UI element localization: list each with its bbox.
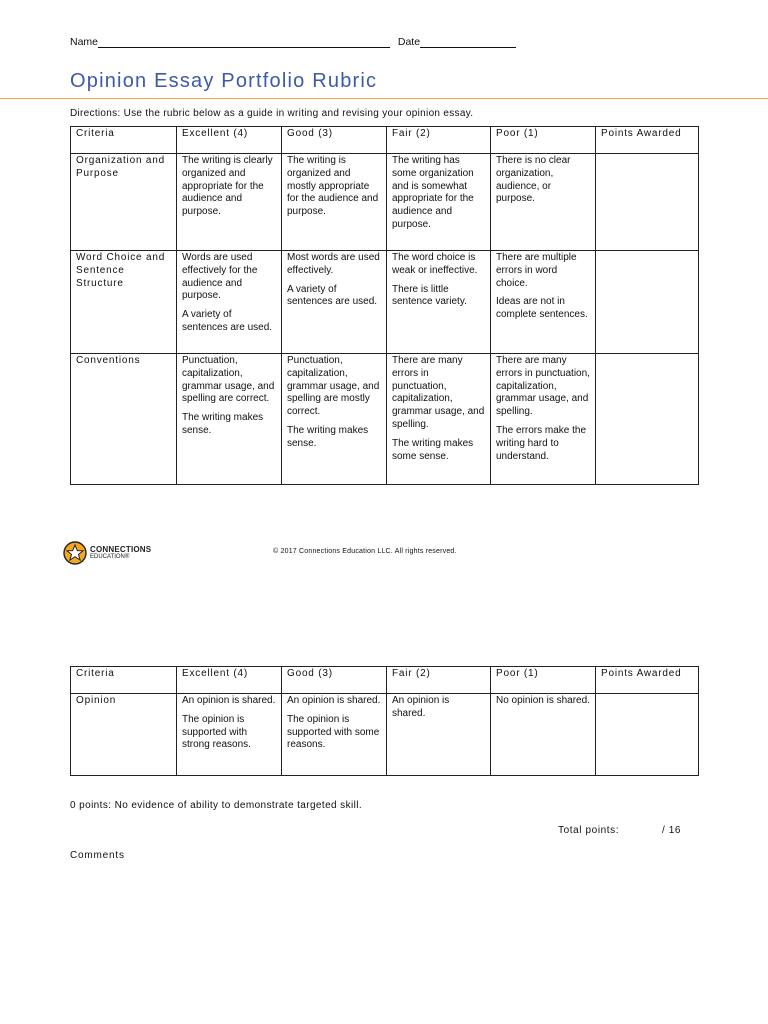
rubric-row-organization [71, 154, 699, 251]
descriptor: An opinion is shared. [287, 695, 381, 706]
descriptor: The opinion is supported with some reasons. [287, 713, 380, 751]
descriptor: There are multiple errors in word choice. [496, 252, 577, 289]
total-points-label: Total points: [558, 825, 620, 836]
descriptor: A variety of sentences are used. [287, 283, 378, 308]
copyright-text: © 2017 Connections Education LLC. All rights reserved. [273, 548, 457, 555]
criteria-cell: Organization and Purpose [71, 154, 177, 251]
rubric-row-conventions [71, 354, 699, 485]
column-header-points: Points Awarded [596, 127, 699, 154]
criteria-cell: Conventions [71, 354, 177, 485]
zero-points-note: 0 points: No evidence of ability to demonstrate targeted skill. [70, 800, 363, 811]
descriptor: An opinion is shared. [392, 695, 450, 719]
descriptor: The writing makes some sense. [392, 437, 474, 462]
poor-cell [491, 354, 596, 485]
column-header-poor: Poor (1) [491, 127, 596, 154]
fair-cell [387, 154, 491, 251]
good-cell [282, 354, 387, 485]
descriptor: An opinion is shared. [182, 695, 276, 706]
descriptor: There is no clear organization, audience, or purpose. [496, 155, 571, 205]
good-cell [282, 694, 387, 776]
poor-cell [491, 251, 596, 354]
comments-label: Comments [70, 850, 125, 861]
date-label: Date [397, 36, 421, 48]
date-field[interactable] [420, 36, 516, 48]
descriptor: Ideas are not in complete sentences. [496, 296, 588, 321]
excellent-cell [177, 251, 282, 354]
column-header-fair: Fair (2) [387, 667, 491, 694]
descriptor: There are many errors in punctuation, capitalization, grammar usage, and spelling. [496, 355, 590, 418]
poor-cell [491, 694, 596, 776]
title-divider [0, 98, 768, 99]
logo-text-line1: CONNECTIONS [90, 545, 152, 554]
column-header-criteria: Criteria [71, 127, 177, 154]
logo-star-icon [62, 540, 88, 568]
column-header-poor: Poor (1) [491, 667, 596, 694]
descriptor: The writing makes sense. [182, 412, 264, 436]
descriptor: The word choice is weak or ineffective. [392, 252, 478, 276]
excellent-cell [177, 354, 282, 485]
rubric-header-row [71, 127, 699, 154]
points-awarded-cell[interactable] [596, 154, 699, 251]
descriptor: Words are used effectively for the audience and purpose. [182, 252, 258, 302]
descriptor: Punctuation, capitalization, grammar usage, and spelling are correct. [182, 355, 275, 405]
descriptor: No opinion is shared. [496, 695, 590, 706]
name-date-line [70, 36, 516, 48]
directions-text: Directions: Use the rubric below as a guide in writing and revising your opinion essay. [70, 108, 474, 119]
criteria-cell: Word Choice and Sentence Structure [71, 251, 177, 354]
descriptor: There is little sentence variety. [392, 283, 467, 308]
excellent-cell [177, 154, 282, 251]
rubric-header-row [71, 667, 699, 694]
rubric-row-opinion [71, 694, 699, 776]
fair-cell [387, 354, 491, 485]
descriptor: Most words are used effectively. [287, 252, 380, 276]
descriptor: The writing makes sense. [287, 424, 369, 449]
criteria-cell: Opinion [71, 694, 177, 776]
total-points-value[interactable]: / 16 [662, 825, 682, 836]
name-field[interactable] [98, 36, 390, 48]
points-awarded-cell[interactable] [596, 251, 699, 354]
column-header-good: Good (3) [282, 667, 387, 694]
rubric-table-2 [70, 666, 699, 776]
column-header-criteria: Criteria [71, 667, 177, 694]
descriptor: A variety of sentences are used. [182, 309, 273, 333]
poor-cell [491, 154, 596, 251]
good-cell [282, 251, 387, 354]
descriptor: There are many errors in punctuation, capitalization, grammar usage, and spelling. [392, 355, 485, 430]
logo-text-line2: EDUCATION® [90, 554, 130, 560]
column-header-points: Points Awarded [596, 667, 699, 694]
descriptor: The opinion is supported with strong reasons. [182, 713, 251, 751]
points-awarded-cell[interactable] [596, 694, 699, 776]
name-label: Name [70, 36, 99, 48]
rubric-table-1 [70, 126, 699, 485]
descriptor: The writing has some organization and is somewhat appropriate for the audience and purpose. [392, 155, 474, 230]
descriptor: The writing is clearly organized and appropriate for the audience and purpose. [182, 155, 273, 218]
descriptor: The writing is organized and mostly appropriate for the audience and purpose. [287, 155, 379, 218]
column-header-fair: Fair (2) [387, 127, 491, 154]
rubric-row-word-choice [71, 251, 699, 354]
points-awarded-cell[interactable] [596, 354, 699, 485]
column-header-excellent: Excellent (4) [177, 127, 282, 154]
good-cell [282, 154, 387, 251]
fair-cell [387, 694, 491, 776]
descriptor: Punctuation, capitalization, grammar usage, and spelling are mostly correct. [287, 355, 380, 418]
column-header-good: Good (3) [282, 127, 387, 154]
page-title: Opinion Essay Portfolio Rubric [70, 70, 378, 92]
fair-cell [387, 251, 491, 354]
excellent-cell [177, 694, 282, 776]
descriptor: The errors make the writing hard to understand. [496, 424, 587, 462]
column-header-excellent: Excellent (4) [177, 667, 282, 694]
connections-education-logo [62, 540, 172, 570]
